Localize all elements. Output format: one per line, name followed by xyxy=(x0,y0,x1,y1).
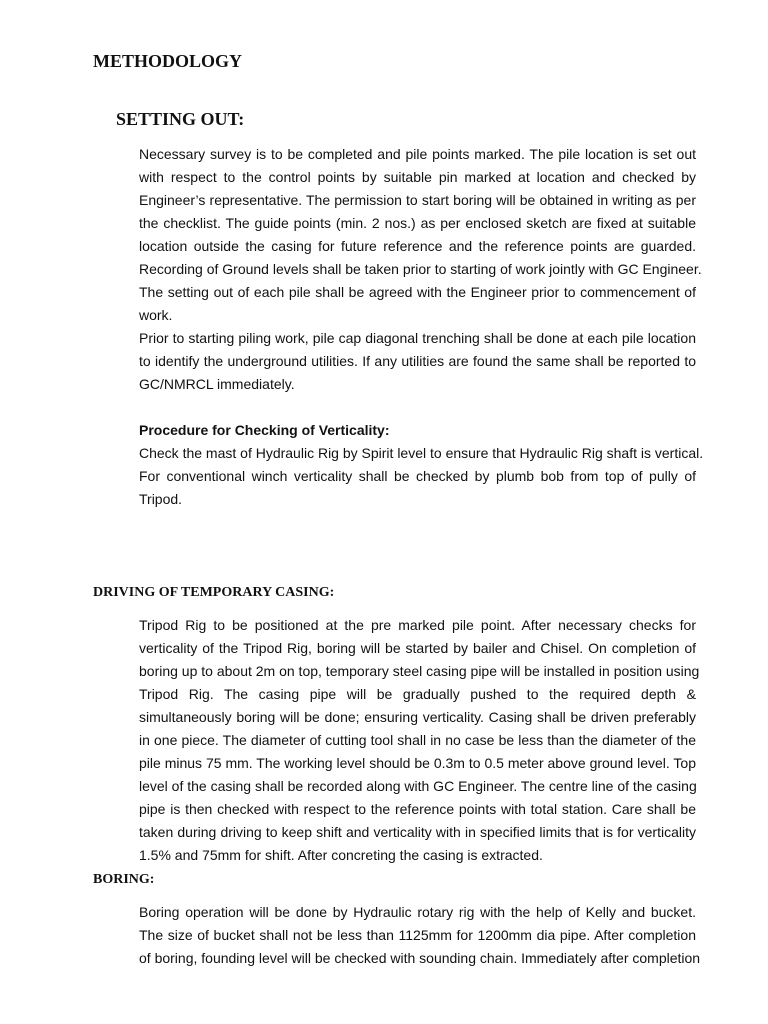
casing-line: simultaneously boring will be done; ensuring verticality. Casing shall be driven preferably xyxy=(139,709,696,725)
verticality-line: Check the mast of Hydraulic Rig by Spirit level to ensure that Hydraulic Rig shaft is vertical. xyxy=(139,445,704,461)
setting-out-line: with respect to the control points by suitable pin marked at location and checked by xyxy=(139,169,696,185)
setting-out-line: Prior to starting piling work, pile cap diagonal trenching shall be done at each pile location xyxy=(139,330,696,346)
setting-out-line: Recording of Ground levels shall be taken prior to starting of work jointly with GC Engineer. xyxy=(139,261,702,277)
setting-out-line: to identify the underground utilities. If any utilities are found the same shall be reported to xyxy=(139,353,696,369)
boring-line: The size of bucket shall not be less than 1125mm for 1200mm dia pipe. After completion xyxy=(139,927,696,943)
setting-out-line: Engineer’s representative. The permission to start boring will be obtained in writing as per xyxy=(139,192,696,208)
setting-out-line: GC/NMRCL immediately. xyxy=(139,376,295,392)
boring-line: of boring, founding level will be checked with sounding chain. Immediately after completion xyxy=(139,950,701,966)
verticality-line: Tripod. xyxy=(139,491,183,507)
setting-out-line: work. xyxy=(139,307,173,323)
boring-body xyxy=(139,901,701,970)
verticality-line: For conventional winch verticality shall be checked by plumb bob from top of pully of xyxy=(139,468,696,484)
setting-out-heading: SETTING OUT: xyxy=(116,109,245,129)
setting-out-body xyxy=(139,143,702,396)
casing-line: Tripod Rig to be positioned at the pre marked pile point. After necessary checks for xyxy=(139,617,696,633)
casing-line: level of the casing shall be recorded along with GC Engineer. The centre line of the casing xyxy=(139,778,697,794)
casing-line: verticality of the Tripod Rig, boring will be started by bailer and Chisel. On completion of xyxy=(139,640,696,656)
casing-heading: DRIVING OF TEMPORARY CASING: xyxy=(93,585,335,600)
verticality-section xyxy=(139,419,704,511)
boring-line: Boring operation will be done by Hydraulic rotary rig with the help of Kelly and bucket. xyxy=(139,904,696,920)
casing-line: Tripod Rig. The casing pipe will be gradually pushed to the required depth & xyxy=(139,686,696,702)
boring-heading: BORING: xyxy=(93,872,155,887)
casing-line: boring up to about 2m on top, temporary steel casing pipe will be installed in position using xyxy=(139,663,700,679)
setting-out-line: The setting out of each pile shall be agreed with the Engineer prior to commencement of xyxy=(139,284,696,300)
casing-body xyxy=(139,614,700,867)
casing-line: 1.5% and 75mm for shift. After concreting the casing is extracted. xyxy=(139,847,543,863)
setting-out-line: Necessary survey is to be completed and pile points marked. The pile location is set out xyxy=(139,146,696,162)
casing-line: pile minus 75 mm. The working level should be 0.3m to 0.5 meter above ground level. Top xyxy=(139,755,696,771)
casing-line: in one piece. The diameter of cutting tool shall in no case be less than the diameter of the xyxy=(139,732,696,748)
casing-line: pipe is then checked with respect to the reference points with total station. Care shall be xyxy=(139,801,696,817)
setting-out-line: location outside the casing for future reference and the reference points are guarded. xyxy=(139,238,696,254)
setting-out-line: the checklist. The guide points (min. 2 nos.) as per enclosed sketch are fixed at suitable xyxy=(139,215,696,231)
verticality-heading: Procedure for Checking of Verticality: xyxy=(139,422,390,438)
casing-line: taken during driving to keep shift and verticality with in specified limits that is for verticality xyxy=(139,824,696,840)
document-title: METHODOLOGY xyxy=(93,51,243,71)
